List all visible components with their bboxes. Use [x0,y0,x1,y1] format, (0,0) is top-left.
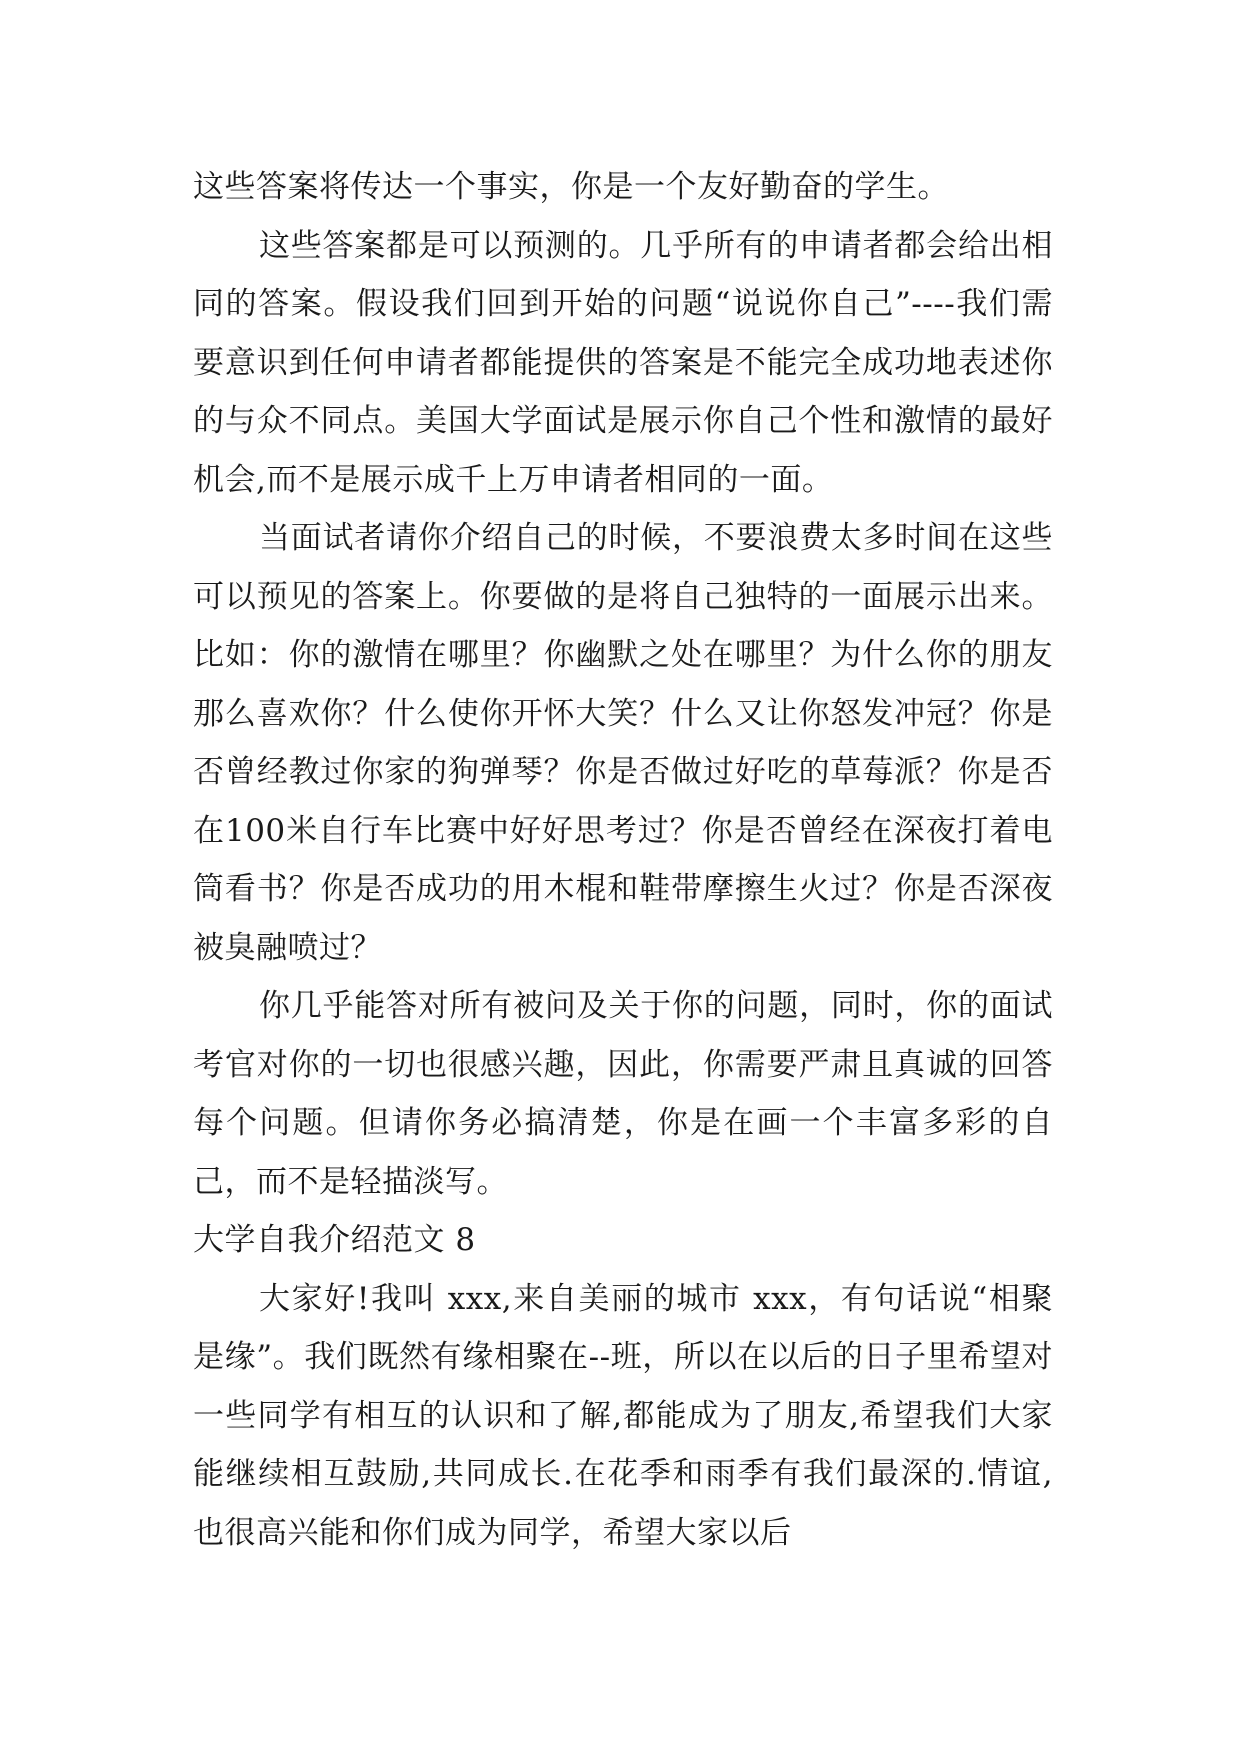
paragraph-4: 你几乎能答对所有被问及关于你的问题，同时，你的面试考官对你的一切也很感兴趣，因此，你需要严肃且真诚的回答每个问题。但请你务必搞清楚，你是在画一个丰富多彩的自己，而不是轻描淡写。 [193,988,1053,1200]
paragraph-5: 大家好!我叫 xxx,来自美丽的城市 xxx，有句话说“相聚是缘”。我们既然有缘相聚在--班，所以在以后的日子里希望对一些同学有相互的认识和了解,都能成为了朋友,希望我们大家能继续相互鼓励,共同成长.在花季和雨季有我们最深的.情谊,也很高兴能和你们成为同学，希望大家以后 [193,1280,1053,1551]
paragraph-2: 这些答案都是可以预测的。几乎所有的申请者都会给出相同的答案。假设我们回到开始的问题“说说你自己”----我们需要意识到任何申请者都能提供的答案是不能完全成功地表述你的与众不同点。美国大学面试是展示你自己个性和激情的最好机会,而不是展示成千上万申请者相同的一面。 [193,227,1053,498]
document-body [193,158,1053,1562]
paragraph-1: 这些答案将传达一个事实，你是一个友好勤奋的学生。 [193,169,949,205]
section-heading: 大学自我介绍范文 8 [193,1222,476,1258]
paragraph-3: 当面试者请你介绍自己的时候，不要浪费太多时间在这些可以预见的答案上。你要做的是将自己独特的一面展示出来。比如：你的激情在哪里？你幽默之处在哪里？为什么你的朋友那么喜欢你？什么使你开怀大笑？什么又让你怒发冲冠？你是否曾经教过你家的狗弹琴？你是否做过好吃的草莓派？你是否在100米自行车比赛中好好思考过？你是否曾经在深夜打着电筒看书？你是否成功的用木棍和鞋带摩擦生火过？你是否深夜被臭融喷过？ [193,520,1053,966]
